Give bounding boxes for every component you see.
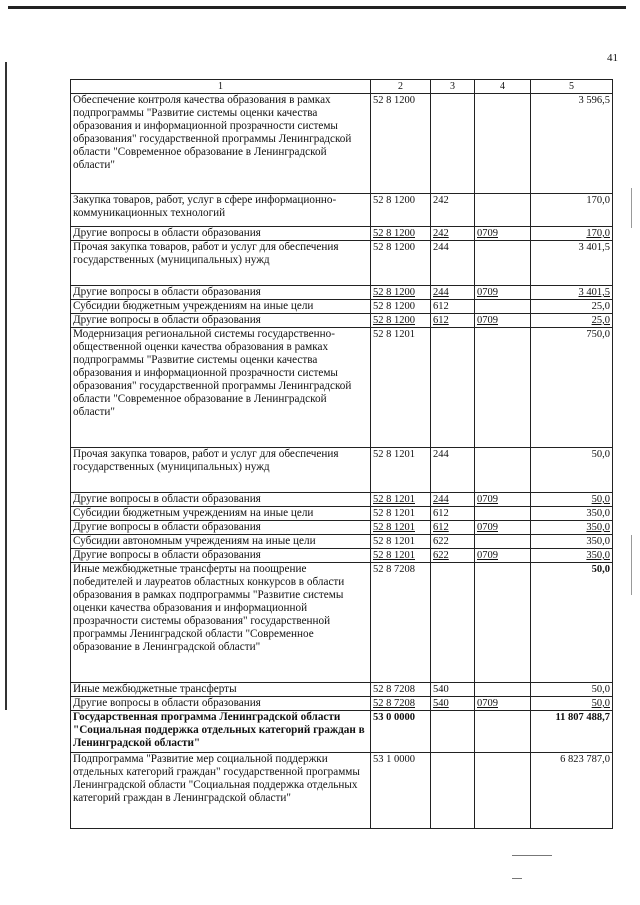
- row-sum-cell: 25,0: [531, 314, 613, 328]
- row-name-cell: Иные межбюджетные трансферты: [71, 683, 371, 697]
- row-code-cell: 52 8 1200: [371, 286, 431, 300]
- table-row: [71, 194, 613, 227]
- row-section-cell: [475, 328, 531, 448]
- row-name-cell: Обеспечение контроля качества образования в рамках подпрограммы "Развитие системы оценки качества образования и информационной прозрачности системы образования" государственной программы Ленинградской области "Современное образование в Ленинградской области": [71, 94, 371, 194]
- row-name-cell: Другие вопросы в области образования: [71, 549, 371, 563]
- table-row: [71, 314, 613, 328]
- row-name-cell: Иные межбюджетные трансферты на поощрение победителей и лауреатов областных конкурсов в области образования в рамках подпрограммы "Развитие системы оценки качества образования и информационной прозрачности системы образования" государственной программы Ленинградской области "Современное образование в Ленинградской области": [71, 563, 371, 683]
- row-kvr-cell: [431, 753, 475, 829]
- column-header: 2: [371, 80, 431, 94]
- table-row: [71, 563, 613, 683]
- row-kvr-cell: 612: [431, 314, 475, 328]
- row-section-cell: [475, 448, 531, 493]
- row-sum-cell: 50,0: [531, 493, 613, 507]
- row-kvr-cell: 244: [431, 241, 475, 286]
- row-sum-cell: 50,0: [531, 448, 613, 493]
- row-sum-cell: 3 401,5: [531, 286, 613, 300]
- table-row: [71, 535, 613, 549]
- row-sum-cell: 3 401,5: [531, 241, 613, 286]
- row-section-cell: [475, 507, 531, 521]
- table-row: [71, 683, 613, 697]
- row-name-cell: Субсидии бюджетным учреждениям на иные цели: [71, 300, 371, 314]
- row-code-cell: 52 8 1200: [371, 300, 431, 314]
- row-code-cell: 52 8 1201: [371, 448, 431, 493]
- row-section-cell: [475, 535, 531, 549]
- table-header-row: [71, 80, 613, 94]
- row-kvr-cell: 242: [431, 194, 475, 227]
- row-sum-cell: 350,0: [531, 549, 613, 563]
- row-code-cell: 52 8 1200: [371, 314, 431, 328]
- row-kvr-cell: 612: [431, 521, 475, 535]
- scan-mark-foot: [512, 878, 522, 879]
- row-kvr-cell: 612: [431, 300, 475, 314]
- scan-left-edge: [5, 62, 7, 710]
- table-body: [71, 94, 613, 829]
- row-name-cell: Государственная программа Ленинградской области "Социальная поддержка отдельных категорий граждан в Ленинградской области": [71, 711, 371, 753]
- row-section-cell: 0709: [475, 314, 531, 328]
- row-section-cell: [475, 563, 531, 683]
- row-name-cell: Прочая закупка товаров, работ и услуг для обеспечения государственных (муниципальных) нужд: [71, 448, 371, 493]
- row-section-cell: [475, 753, 531, 829]
- row-kvr-cell: 540: [431, 683, 475, 697]
- row-section-cell: [475, 194, 531, 227]
- row-sum-cell: 11 807 488,7: [531, 711, 613, 753]
- row-name-cell: Другие вопросы в области образования: [71, 227, 371, 241]
- table-row: [71, 711, 613, 753]
- row-kvr-cell: 244: [431, 493, 475, 507]
- row-kvr-cell: 242: [431, 227, 475, 241]
- table-row: [71, 94, 613, 194]
- page-number: 41: [607, 52, 618, 64]
- table-row: [71, 549, 613, 563]
- row-section-cell: 0709: [475, 549, 531, 563]
- row-kvr-cell: [431, 563, 475, 683]
- row-kvr-cell: [431, 711, 475, 753]
- row-code-cell: 52 8 1201: [371, 493, 431, 507]
- column-header: 1: [71, 80, 371, 94]
- table-row: [71, 241, 613, 286]
- column-header: 4: [475, 80, 531, 94]
- row-section-cell: [475, 711, 531, 753]
- column-header: 3: [431, 80, 475, 94]
- row-sum-cell: 350,0: [531, 521, 613, 535]
- row-sum-cell: 50,0: [531, 697, 613, 711]
- row-code-cell: 53 0 0000: [371, 711, 431, 753]
- row-name-cell: Другие вопросы в области образования: [71, 697, 371, 711]
- table-row: [71, 227, 613, 241]
- row-section-cell: 0709: [475, 521, 531, 535]
- table-row: [71, 521, 613, 535]
- table-row: [71, 448, 613, 493]
- table-row: [71, 328, 613, 448]
- row-sum-cell: 170,0: [531, 227, 613, 241]
- row-sum-cell: 170,0: [531, 194, 613, 227]
- row-kvr-cell: 540: [431, 697, 475, 711]
- row-name-cell: Субсидии автономным учреждениям на иные цели: [71, 535, 371, 549]
- column-header: 5: [531, 80, 613, 94]
- row-sum-cell: 350,0: [531, 535, 613, 549]
- row-code-cell: 52 8 7208: [371, 697, 431, 711]
- row-sum-cell: 25,0: [531, 300, 613, 314]
- row-code-cell: 52 8 1201: [371, 328, 431, 448]
- row-code-cell: 52 8 1201: [371, 549, 431, 563]
- row-code-cell: 52 8 1201: [371, 521, 431, 535]
- row-name-cell: Другие вопросы в области образования: [71, 314, 371, 328]
- scan-mark-foot: [512, 855, 552, 856]
- row-name-cell: Прочая закупка товаров, работ и услуг для обеспечения государственных (муниципальных) нужд: [71, 241, 371, 286]
- row-code-cell: 52 8 1200: [371, 194, 431, 227]
- row-section-cell: 0709: [475, 286, 531, 300]
- row-code-cell: 52 8 1200: [371, 227, 431, 241]
- row-section-cell: [475, 683, 531, 697]
- row-code-cell: 52 8 1200: [371, 94, 431, 194]
- row-sum-cell: 50,0: [531, 563, 613, 683]
- row-section-cell: 0709: [475, 227, 531, 241]
- row-name-cell: Закупка товаров, работ, услуг в сфере информационно-коммуникационных технологий: [71, 194, 371, 227]
- row-code-cell: 52 8 7208: [371, 563, 431, 683]
- row-sum-cell: 3 596,5: [531, 94, 613, 194]
- table-row: [71, 753, 613, 829]
- table-row: [71, 286, 613, 300]
- row-kvr-cell: 622: [431, 535, 475, 549]
- row-name-cell: Другие вопросы в области образования: [71, 521, 371, 535]
- row-kvr-cell: [431, 328, 475, 448]
- row-code-cell: 52 8 1201: [371, 507, 431, 521]
- table-row: [71, 697, 613, 711]
- scan-mark-right: [631, 535, 632, 595]
- row-kvr-cell: 244: [431, 286, 475, 300]
- row-sum-cell: 50,0: [531, 683, 613, 697]
- row-section-cell: [475, 300, 531, 314]
- row-section-cell: 0709: [475, 493, 531, 507]
- row-section-cell: [475, 241, 531, 286]
- row-kvr-cell: 612: [431, 507, 475, 521]
- row-sum-cell: 350,0: [531, 507, 613, 521]
- row-name-cell: Другие вопросы в области образования: [71, 493, 371, 507]
- row-name-cell: Модернизация региональной системы государственно-общественной оценки качества образования в рамках подпрограммы "Развитие системы оценки качества образования и информационной прозрачности системы образования" государственной программы Ленинградской области "Современное образование в Ленинградской области": [71, 328, 371, 448]
- row-kvr-cell: 622: [431, 549, 475, 563]
- scan-mark-right: [631, 188, 632, 228]
- table-row: [71, 300, 613, 314]
- row-code-cell: 52 8 1201: [371, 535, 431, 549]
- top-border-line: [8, 6, 626, 9]
- row-name-cell: Другие вопросы в области образования: [71, 286, 371, 300]
- table-row: [71, 507, 613, 521]
- budget-table: [70, 79, 613, 829]
- row-section-cell: 0709: [475, 697, 531, 711]
- row-name-cell: Субсидии бюджетным учреждениям на иные цели: [71, 507, 371, 521]
- row-code-cell: 52 8 1200: [371, 241, 431, 286]
- row-code-cell: 53 1 0000: [371, 753, 431, 829]
- row-name-cell: Подпрограмма "Развитие мер социальной поддержки отдельных категорий граждан" государственной программы Ленинградской области "Социальная поддержка отдельных категорий граждан в Ленинградской области": [71, 753, 371, 829]
- table-row: [71, 493, 613, 507]
- row-kvr-cell: [431, 94, 475, 194]
- row-kvr-cell: 244: [431, 448, 475, 493]
- row-section-cell: [475, 94, 531, 194]
- row-sum-cell: 6 823 787,0: [531, 753, 613, 829]
- row-sum-cell: 750,0: [531, 328, 613, 448]
- row-code-cell: 52 8 7208: [371, 683, 431, 697]
